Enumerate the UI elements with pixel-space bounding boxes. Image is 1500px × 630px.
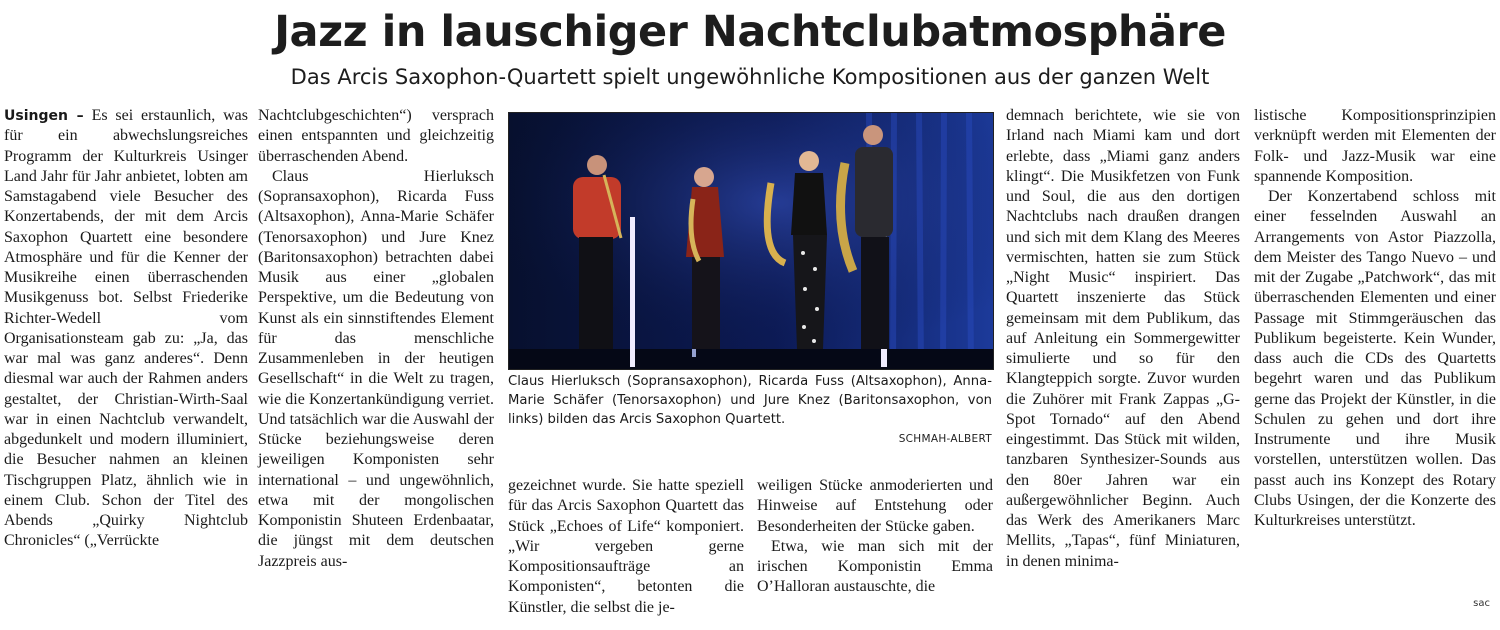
photo-caption: Claus Hierluksch (Sopransaxophon), Ricarda Fuss (Altsaxophon), Anna-Marie Schäfer (Tenorsaxophon) und Jure Knez (Baritonsaxophon, von links) bilden das Arcis Saxophon Quartett.	[508, 374, 992, 427]
column-2	[258, 106, 494, 572]
paragraph: listische Kompositionsprinzipien verknüpft werden mit Elementen der Folk- und Jazz-Musik war eine spannende Komposition.	[1254, 107, 1496, 185]
author-initials: sac	[1473, 598, 1490, 609]
paragraph: Nachtclubgeschichten“) versprach einen entspannten und gleichzeitig überraschenden Abend.	[258, 107, 494, 165]
photo-credit: SCHMAH-ALBERT	[898, 433, 992, 445]
column-1	[4, 106, 248, 552]
column-3	[508, 476, 744, 618]
column-6	[1254, 106, 1496, 531]
paragraph: weiligen Stücke anmoderierten und Hinweise auf Entstehung oder Besonderheiten der Stücke gaben.	[757, 477, 993, 535]
concert-photo	[508, 112, 994, 370]
paragraph: Der Konzertabend schloss mit einer fesselnden Auswahl an Arrangements von Astor Piazzolla, dem Meister des Tango Nuevo – und mit der Zugabe „Patchwork“, das mit überraschenden Elementen und einer Passage mit Stimmgeräuschen das Publikum begeisterte. Kein Wunder, dass auch die CDs des Quartetts begehrt waren und das Publikum gerne das Projekt der Künstler, in die Schulen zu gehen und dort ihre Instrumente und ihre Musik vorstellen, unterstützen wollen. Das passt auch ins Konzept des Rotary Clubs Usingen, der die Konzerte des Kulturkreises unterstützt.	[1254, 188, 1496, 529]
paragraph: Claus Hierluksch (Sopransaxophon), Ricarda Fuss (Altsaxophon), Anna-Marie Schäfer (Tenorsaxophon) und Jure Knez (Baritonsaxophon) betrachten dabei Musik aus einer „globalen Perspektive, um die Bedeutung von Kunst als ein sinnstiftendes Element für das menschliche Zusammenleben in der heutigen Gesellschaft“ in die Welt zu tragen, wie die Konzertankündigung verriet. Und tatsächlich war die Auswahl der Stücke beziehungsweise deren jeweiligen Komponisten sehr international – und ungewöhnlich, etwa mit der mongolischen Komponistin Shuteen Erdenbaatar, die jüngst mit dem deutschen Jazzpreis aus-	[258, 167, 494, 570]
paragraph	[4, 106, 248, 552]
column-4	[757, 476, 993, 598]
paragraph: Etwa, wie man sich mit der irischen Komponistin Emma O’Halloran austauschte, die	[757, 537, 993, 596]
article-subheadline: Das Arcis Saxophon-Quartett spielt ungewöhnliche Kompositionen aus der ganzen Welt	[290, 65, 1210, 89]
dateline: Usingen –	[4, 108, 84, 124]
paragraph: gezeichnet wurde. Sie hatte speziell für das Arcis Saxophon Quartett das Stück „Echoes of Life“ komponiert. „Wir vergeben gerne Kompositionsaufträge an Komponisten“, betonten die Künstler, die selbst die je-	[508, 477, 744, 616]
paragraph: demnach berichtete, wie sie von Irland nach Miami kam und dort erlebte, dass „Miami ganz anders klingt“. Die Musikfetzen von Funk und Soul, die aus den dortigen Nachtclubs nach draußen drangen und sich mit dem Klang des Meeres vermischten, hatten sie zum Stück „Night Music“ inspiriert. Das Quartett inszenierte das Stück gemeinsam mit dem Publikum, das auf Anleitung ein Sommergewitter simulierte und so für den Klangteppich sorgte. Zuvor wurden die Zuhörer mit Frank Zappas „G-Spot Tornado“ auf den Abend eingestimmt. Das Stück mit wilden, tanzbaren Synthesizer-Sounds aus den 80er Jahren war ein außergewöhnlicher Beginn. Auch das Werk des Amerikaners Marc Mellits, „Tapas“, fünf Miniaturen, in denen minima-	[1006, 107, 1240, 570]
article-headline: Jazz in lauschiger Nachtclubatmosphäre	[274, 7, 1226, 57]
paragraph-text: Es sei erstaunlich, was für ein abwechslungsreiches Programm der Kulturkreis Usinger Land Jahr für Jahr anbietet, lobten am Samstagabend viele Besucher des Konzertabends, der mit dem Arcis Saxophon Quartett eine besondere Atmosphäre und für die Kenner der Musikreihe einen überraschenden Musikgenuss bot. Selbst Friederike Richter-Wedell vom Organisationsteam gab zu: „Ja, das war mal was ganz anderes“. Denn diesmal war auch der Rahmen anders gestaltet, der Christian-Wirth-Saal war in einen Nachtclub verwandelt, abgedunkelt und modern illuminiert, die Besucher nahmen an kleinen Tischgruppen Platz, ähnlich wie in einem Club. Schon der Titel des Abends „Quirky Nightclub Chronicles“ („Verrückte	[4, 107, 249, 550]
column-5	[1006, 106, 1240, 572]
